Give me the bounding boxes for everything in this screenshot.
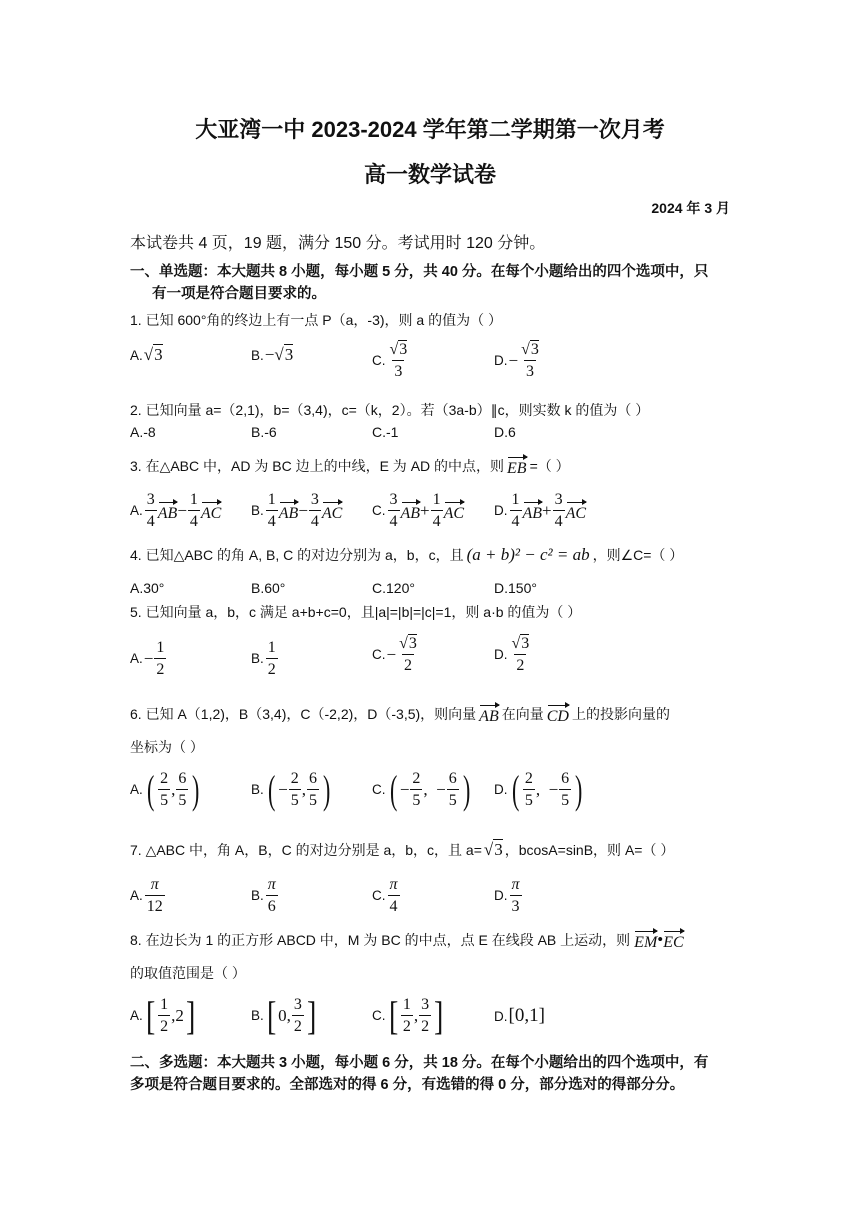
q7-text-start: 7. △ABC 中，角 A，B，C 的对边分别是 a，b，c，且 a= (130, 842, 482, 858)
q4-option-d: D.150° (494, 580, 537, 596)
q6-vector-ab: AB (479, 703, 499, 725)
q3-option-a-label: A. (130, 503, 143, 518)
q5-option-d: D. $\frac{√3}{2}$ (494, 635, 530, 674)
q1-option-d: D. − $\frac{√3}{3}$ (494, 341, 539, 380)
question-8 (130, 929, 684, 951)
q7-text-end: ，bcosA=sinB，则 A=（ ） (504, 842, 675, 858)
q8-option-b: B. [ 0, $\frac{3}{2}$ ] (251, 992, 317, 1038)
q3-option-b-label: B. (251, 503, 264, 518)
q8-text-start: 8. 在边长为 1 的正方形 ABCD 中，M 为 BC 的中点，点 E 在线段 AB 上运动，则 (130, 932, 631, 948)
q6-text-mid: 在向量 (501, 706, 544, 722)
q6-option-d: D. ( $\frac{2}{5}$ , − $\frac{6}{5}$ ) (494, 766, 583, 812)
q2-option-a: A.-8 (130, 424, 156, 440)
q3-text-end: =（ ） (529, 458, 570, 474)
question-2: 2. 已知向量 a=（2,1)，b=（3,4)，c=（k，2）。若（3a-b）∥c，则实数 k 的值为（ ） (130, 402, 650, 418)
q6-option-a: A. ( $\frac{2}{5}$ , $\frac{6}{5}$ ) (130, 766, 200, 812)
question-5: 5. 已知向量 a，b，c 满足 a+b+c=0，且|a|=|b|=|c|=1，则 a·b 的值为（ ） (130, 604, 582, 620)
q4-option-b: B.60° (251, 580, 286, 596)
section-1-heading (130, 261, 730, 305)
q8-option-d: D. [0,1] (494, 1005, 545, 1026)
q5-option-d-label: D. (494, 647, 508, 662)
q7-option-d: D. $\frac{\pi}{3}$ (494, 876, 520, 915)
q3-option-a: A. $\frac{3}{4}$ AB − $\frac{1}{4}$ AC (130, 491, 222, 530)
q5-option-a: A. − $\frac{1}{2}$ (130, 639, 165, 678)
q7-option-b: B. $\frac{\pi}{6}$ (251, 876, 276, 915)
q5-option-c-label: C. (372, 647, 386, 662)
section-2-line-2: 多项是符合题目要求的。全部选对的得 6 分，有选错的得 0 分，部分选对的得部分分。 (130, 1077, 685, 1093)
q1-option-a-label: A. (130, 347, 143, 363)
q4-text-end: ，则∠C=（ ） (592, 547, 684, 563)
question-1: 1. 已知 600°角的终边上有一点 P（a，-3)，则 a 的值为（ ） (130, 312, 502, 328)
question-7: 7. △ABC 中，角 A，B，C 的对边分别是 a，b，c，且 a= √3 ，bcosA=sinB，则 A=（ ） (130, 840, 675, 859)
q5-option-c: C. − $\frac{√3}{2}$ (372, 635, 417, 674)
q6-option-b: B. ( − $\frac{2}{5}$ , $\frac{6}{5}$ ) (251, 766, 331, 812)
q1-option-b: B. − √3 (251, 345, 294, 364)
q3-option-b: B. $\frac{1}{4}$ AB − $\frac{3}{4}$ AC (251, 491, 343, 530)
q3-text-start: 3. 在△ABC 中，AD 为 BC 边上的中线，E 为 AD 的中点，则 (130, 458, 505, 474)
q3-option-c-label: C. (372, 503, 386, 518)
q3-vector-eb: EB (507, 455, 527, 477)
q6-option-c-label: C. (372, 782, 386, 797)
section-2-heading (130, 1052, 730, 1096)
q7-option-c: C. $\frac{\pi}{4}$ (372, 876, 398, 915)
question-3 (130, 455, 570, 477)
question-6-line-2: 坐标为（ ） (130, 739, 204, 755)
q8-option-c-label: C. (372, 1008, 386, 1023)
q6-option-d-label: D. (494, 782, 508, 797)
q4-text-start: 4. 已知△ABC 的角 A, B, C 的对边分别为 a，b，c，且 (130, 547, 464, 563)
q7-option-a: A. $\frac{\pi}{12}$ (130, 876, 163, 915)
exam-title: 大亚湾一中 2023-2024 学年第二学期第一次月考 (195, 117, 665, 142)
exam-intro: 本试卷共 4 页，19 题，满分 150 分。考试用时 120 分钟。 (130, 235, 546, 252)
q4-option-a: A.30° (130, 580, 165, 596)
q7-option-d-label: D. (494, 888, 508, 903)
q8-vector-em: EM (634, 929, 657, 951)
q1-option-c-label: C. (372, 353, 386, 368)
q8-vector-ec: EC (663, 929, 683, 951)
q5-option-a-label: A. (130, 651, 143, 666)
question-6 (130, 703, 670, 725)
q8-dot: • (657, 930, 664, 949)
q1-option-d-label: D. (494, 353, 508, 368)
q8-option-a-label: A. (130, 1008, 143, 1023)
q6-option-b-label: B. (251, 782, 264, 797)
section-2-line-1: 二、多选题：本大题共 3 小题，每小题 6 分，共 18 分。在每个小题给出的四个选项中，有 (130, 1055, 709, 1071)
q3-option-d: D. $\frac{1}{4}$ AB + $\frac{3}{4}$ AC (494, 491, 587, 530)
section-1-line-2: 有一项是符合题目要求的。 (152, 286, 326, 302)
q4-formula: (a + b)² − c² = ab (466, 545, 590, 564)
q3-option-d-label: D. (494, 503, 508, 518)
q2-option-d: D.6 (494, 424, 516, 440)
q8-option-a: A. [ $\frac{1}{2}$ ,2 ] (130, 992, 196, 1038)
q2-option-b: B.-6 (251, 424, 277, 440)
q6-text-end: 上的投影向量的 (571, 706, 670, 722)
q6-option-a-label: A. (130, 782, 143, 797)
q7-option-b-label: B. (251, 888, 264, 903)
q7-option-c-label: C. (372, 888, 386, 903)
exam-subtitle: 高一数学试卷 (363, 162, 496, 187)
q6-option-c: C. ( − $\frac{2}{5}$ , − $\frac{6}{5}$ ) (372, 766, 471, 812)
q1-option-a: A. √3 (130, 345, 163, 364)
q1-option-c: C. $\frac{√3}{3}$ (372, 341, 408, 380)
q6-vector-cd: CD (547, 703, 569, 725)
q2-option-c: C.-1 (372, 424, 399, 440)
q8-option-b-label: B. (251, 1008, 264, 1023)
question-8-line-2: 的取值范围是（ ） (130, 965, 246, 981)
section-1-line-1: 一、单选题：本大题共 8 小题，每小题 5 分，共 40 分。在每个小题给出的四个选项中，只 (130, 264, 709, 280)
q5-option-b-label: B. (251, 651, 264, 666)
q4-option-c: C.120° (372, 580, 415, 596)
q5-option-b: B. $\frac{1}{2}$ (251, 639, 276, 678)
q6-text-start: 6. 已知 A（1,2)，B（3,4)，C（-2,2)，D（-3,5)，则向量 (130, 706, 477, 722)
question-4 (130, 545, 683, 565)
exam-date: 2024 年 3 月 (651, 200, 730, 216)
q1-option-b-label: B. (251, 347, 264, 363)
q8-option-d-label: D. (494, 1008, 508, 1024)
q3-option-c: C. $\frac{3}{4}$ AB + $\frac{1}{4}$ AC (372, 491, 465, 530)
q8-option-c: C. [ $\frac{1}{2}$ , $\frac{3}{2}$ ] (372, 992, 444, 1038)
q7-option-a-label: A. (130, 888, 143, 903)
